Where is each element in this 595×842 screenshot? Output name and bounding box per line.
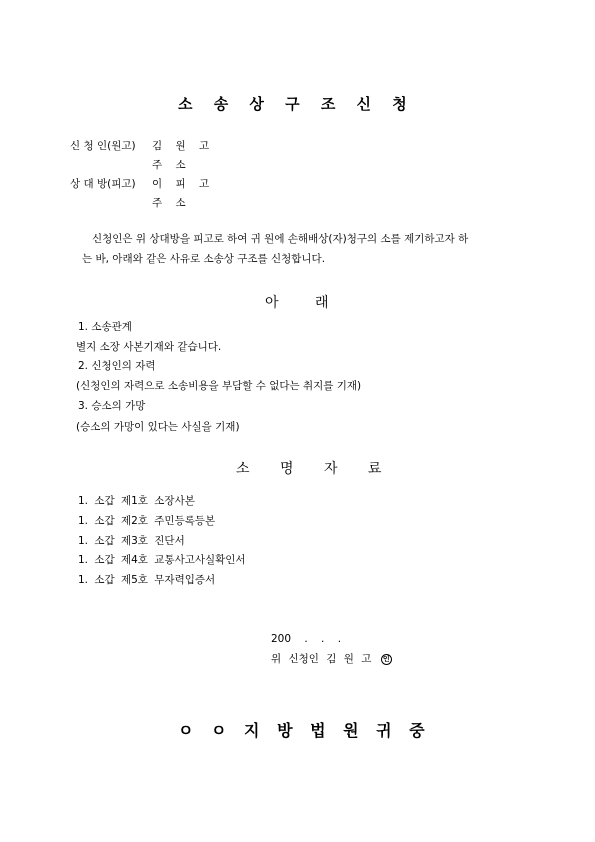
applicant-label: 신 청 인(원고) (70, 140, 136, 152)
reason-heading-1: 1. 소송관계 (78, 321, 132, 333)
section-title-below: 아 래 (265, 295, 329, 311)
court-addressee: ㅇ ㅇ 지 방 법 원 귀 중 (178, 721, 425, 740)
document-title: 소 송 상 구 조 신 청 (178, 95, 407, 113)
section-title-evidence: 소 명 자 료 (236, 461, 382, 477)
reason-heading-3: 3. 승소의 가망 (78, 400, 146, 412)
reason-text-2: (신청인의 자력으로 소송비용을 부담할 수 없다는 취지를 기재) (76, 380, 362, 392)
evidence-item-5: 1. 소갑 제5호 무자력입증서 (78, 574, 216, 586)
applicant-name: 김 원 고 (152, 140, 210, 152)
date-line: 200 . . . (271, 633, 342, 645)
reason-text-1: 별지 소장 사본기재와 같습니다. (76, 341, 222, 353)
evidence-item-4: 1. 소갑 제4호 교통사고사실확인서 (78, 554, 246, 566)
reason-heading-2: 2. 신청인의 자력 (78, 360, 156, 372)
seal-stamp-icon: 인 (381, 654, 392, 665)
evidence-item-3: 1. 소갑 제3호 진단서 (78, 535, 185, 547)
evidence-item-2: 1. 소갑 제2호 주민등록등본 (78, 515, 216, 527)
signer-text: 위 신청인 김 원 고 (271, 653, 372, 665)
reason-text-3: (승소의 가망이 있다는 사실을 기재) (76, 421, 240, 433)
signer-line (271, 651, 392, 666)
opponent-address-label: 주 소 (152, 197, 186, 209)
applicant-address-label: 주 소 (152, 159, 186, 171)
opponent-name: 이 피 고 (152, 178, 210, 190)
body-line-1: 신청인은 위 상대방을 피고로 하여 귀 원에 손해배상(자)청구의 소를 제기하고자 하 (92, 233, 469, 245)
evidence-item-1: 1. 소갑 제1호 소장사본 (78, 495, 195, 507)
opponent-label: 상 대 방(피고) (70, 178, 136, 190)
body-line-2: 는 바, 아래와 같은 사유로 소송상 구조를 신청합니다. (82, 253, 326, 265)
